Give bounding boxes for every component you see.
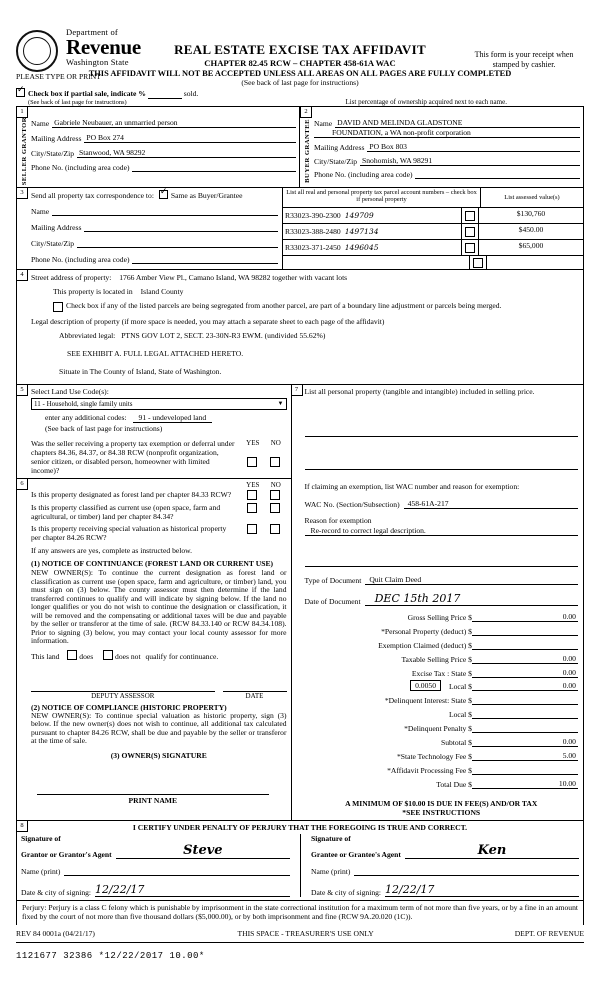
legal-line-2: SEE EXHIBIT A. FULL LEGAL ATTACHED HERETO. [67, 349, 244, 359]
receipt-note: This form is your receipt when stamped by cashier. [474, 50, 574, 69]
section-5-land-use [17, 385, 291, 479]
calc-value[interactable]: 0.00 [472, 612, 578, 622]
section-4-number: 4 [16, 269, 28, 281]
doc-date-row [305, 592, 578, 606]
land-use-code-select[interactable] [31, 398, 287, 410]
seller-phone-value[interactable] [132, 171, 296, 172]
assessed-header: List assessed value(s) [481, 188, 583, 208]
grantor-grantee-block [16, 106, 584, 188]
notice-continuance-heading: (1) NOTICE OF CONTINUANCE (FOREST LAND OR CURRENT USE) [31, 559, 274, 569]
county-label: This property is located in [53, 287, 133, 297]
calc-row [305, 765, 578, 775]
calc-row [305, 723, 578, 733]
type-or-print-label: PLEASE TYPE OR PRINT [16, 72, 101, 81]
assessed-value[interactable]: $130,760 [516, 209, 546, 219]
no-label: NO [270, 439, 281, 448]
excise-rate-value[interactable]: 0.0050 [410, 680, 441, 691]
grantee-sig-label-1: Signature of [311, 834, 351, 844]
section-6-number: 6 [16, 478, 28, 490]
calc-value[interactable] [472, 640, 578, 650]
partial-sale-sub: (See back of last page for instructions) [28, 99, 127, 106]
forest-land-row [31, 490, 287, 500]
wac-row [305, 499, 578, 509]
section-8-certification [16, 821, 584, 901]
same-as-buyer-label: Same as Buyer/Grantee [170, 191, 243, 201]
calc-value[interactable]: 0.00 [472, 654, 578, 664]
exemption-yes-checkbox[interactable] [247, 457, 257, 467]
corr-name-label: Name [31, 207, 50, 217]
section-5-number: 5 [16, 384, 28, 396]
send-correspondence-label: Send all property tax correspondence to: [31, 191, 154, 201]
calc-row [305, 668, 578, 678]
grantor-name-value[interactable] [64, 866, 290, 876]
calc-label: *State Technology Fee $ [396, 752, 472, 762]
parcel-number[interactable]: R33023-371-2450 [285, 243, 341, 253]
corr-mailing-row [31, 222, 278, 232]
notice-compliance-heading: (2) NOTICE OF COMPLIANCE (HISTORIC PROPERTY) [31, 702, 227, 712]
corr-phone-row [31, 254, 278, 264]
seller-phone-label: Phone No. (including area code) [31, 163, 130, 172]
buyer-name-value[interactable]: DAVID AND MELINDA GLADSTONE [335, 118, 580, 128]
yes-no-headers [241, 439, 287, 447]
county-row [31, 287, 579, 296]
grantee-signature-col [300, 834, 579, 897]
assessed-value[interactable]: $65,000 [518, 241, 544, 251]
deputy-date-label: DATE [245, 691, 264, 700]
continuance-qualify-row [31, 650, 287, 661]
calc-value[interactable] [472, 626, 578, 636]
section-1-number: 1 [16, 106, 28, 118]
doc-type-label: Type of Document [304, 576, 362, 586]
section-7-valuation [292, 385, 583, 820]
personal-property-line-1[interactable] [305, 418, 578, 437]
table-row [283, 208, 583, 224]
reason-line-2[interactable] [305, 548, 578, 567]
historic-yes-checkbox[interactable] [247, 524, 257, 534]
correspondence-left [17, 188, 283, 269]
section-6-designations [17, 479, 291, 820]
grantor-date-row [21, 883, 290, 897]
street-address-row [31, 273, 579, 282]
sections-5-6-7 [16, 385, 584, 821]
notice-compliance-text: NEW OWNER(S): To continue special valuation as historic property, sign (3) below. If the new owner(s) does not wish to continue, all additional tax calculated pursuant to chapter 84.26 RCW, shall be due and payable by the seller or transferor at the time of sale. [31, 710, 287, 746]
exemption-question-block [31, 439, 287, 475]
assessed-value[interactable]: $450.00 [518, 225, 544, 235]
seller-mailing-value[interactable]: PO Box 274 [84, 133, 296, 143]
tax-calculation-table [305, 612, 578, 789]
grantee-sig-label-2: Grantee or Grantee's Agent [311, 850, 401, 860]
footer-dept: DEPT. OF REVENUE [514, 928, 584, 938]
reason-value[interactable]: Re-record to correct legal description. [305, 526, 578, 536]
section-7-number: 7 [291, 384, 303, 396]
footer-treasurer-note: THIS SPACE - TREASURER'S USE ONLY [237, 928, 374, 938]
does-not-checkbox[interactable] [103, 650, 113, 660]
legal-line-3: Situate in The County of Island, State of Washington. [59, 367, 222, 377]
segregation-label: Check box if any of the listed parcels are being segregated from another parcel, are part of a boundary line adjustment or parcels being merged. [66, 301, 502, 311]
footer-rev: REV 84 0001a (04/21/17) [16, 928, 95, 938]
grantor-name-row [21, 866, 290, 876]
forest-land-question: Is this property designated as forest land per chapter 84.33 RCW? [31, 490, 232, 500]
current-use-no-checkbox[interactable] [270, 503, 280, 513]
does-checkbox[interactable] [67, 650, 77, 660]
form-notice: THIS AFFIDAVIT WILL NOT BE ACCEPTED UNLESS ALL AREAS ON ALL PAGES ARE FULLY COMPLETED [88, 69, 512, 78]
partial-sale-label: Check box if partial sale, indicate % [28, 89, 146, 98]
calc-value[interactable] [472, 709, 578, 719]
table-row [283, 224, 583, 240]
current-use-row [31, 503, 287, 521]
corr-citystate-row [31, 238, 278, 248]
print-name-label: PRINT NAME [128, 795, 178, 805]
grantee-name-label: Name (print) [311, 867, 351, 877]
department-line2: Revenue [66, 34, 141, 59]
send-correspondence-row [31, 190, 278, 200]
same-as-buyer-checkbox[interactable] [159, 190, 168, 199]
forest-yes-checkbox[interactable] [247, 490, 257, 500]
parcel-header: List all real and personal property tax parcel account numbers – check box if personal property [283, 188, 481, 208]
calc-row [305, 695, 578, 705]
buyer-name-value-2[interactable]: FOUNDATION, a WA non-profit corporation [314, 128, 580, 138]
calc-value[interactable] [472, 723, 578, 733]
state-seal-icon [16, 30, 58, 72]
additional-codes-label: enter any additional codes: [45, 413, 127, 423]
reason-label: Reason for exemption [304, 516, 372, 526]
grantee-date-label: Date & city of signing: [311, 888, 382, 898]
abbrev-legal-label: Abbreviated legal: [59, 331, 116, 341]
calc-label: Subtotal $ [440, 738, 472, 748]
wac-label: WAC No. (Section/Subsection) [304, 500, 400, 510]
corr-name-row [31, 206, 278, 216]
calc-row [305, 612, 578, 622]
partial-sale-block [16, 88, 345, 106]
buyer-phone-value[interactable] [415, 178, 580, 179]
parcel-table [283, 188, 583, 269]
calc-row [305, 737, 578, 747]
section-8-number: 8 [16, 820, 28, 832]
personal-property-line-2[interactable] [305, 451, 578, 470]
seller-citystate-row [31, 148, 296, 158]
seller-citystate-value[interactable]: Stanwood, WA 98292 [77, 148, 296, 158]
deputy-labels-row [31, 692, 287, 700]
calc-label: Local $ [449, 682, 472, 692]
additional-codes-row [45, 413, 287, 422]
grantee-name-row [311, 866, 579, 876]
section-3-tax-correspondence [16, 188, 584, 270]
county-value[interactable]: Island County [140, 287, 184, 297]
calc-label: Taxable Selling Price $ [401, 655, 472, 665]
see-instructions-note: *SEE INSTRUCTIONS [402, 808, 481, 818]
parcel-number[interactable]: R33023-388-2480 [285, 227, 341, 237]
land-use-title: Select Land Use Code(s): [31, 387, 109, 397]
exemption-question: Was the seller receiving a property tax exemption or deferral under chapters 84.36, 84.37, or 84.38 RCW (nonprofit organization, senior citizen, or disabled person, homeowner with limited income)? [31, 439, 235, 476]
doc-date-label: Date of Document [304, 597, 361, 607]
does-label: does [79, 651, 94, 661]
does-not-label: does not [115, 651, 141, 661]
if-any-answers-note: If any answers are yes, complete as instructed below. [31, 546, 193, 556]
form-footer [16, 929, 584, 938]
grantee-sig-row [311, 843, 579, 859]
grantee-date-row [311, 883, 579, 897]
treasurer-stamp: 1121677 32386 *12/22/2017 10.00* [16, 950, 205, 961]
deputy-assessor-row [31, 673, 287, 692]
no-label-2: NO [270, 481, 281, 490]
buyer-phone-row [314, 170, 580, 179]
table-row [283, 240, 583, 256]
grantor-date-value[interactable]: 12/22/17 [95, 883, 290, 897]
left-column [17, 385, 292, 820]
grantor-signature-col [21, 834, 300, 897]
exemption-no-checkbox[interactable] [270, 457, 280, 467]
legal-description-label: Legal description of property (if more space is needed, you may attach a separate sheet to each page of the affidavit) [31, 317, 385, 327]
seller-grantor-side-label: SELLER GRANTOR [20, 117, 28, 186]
current-use-question: Is this property classified as current use (open space, farm and agricultural, or timber) land per chapter 84.34? [31, 503, 221, 522]
doc-type-row [305, 575, 578, 585]
calc-value[interactable]: 5.00 [472, 751, 578, 761]
yes-no-headers-2 [241, 481, 287, 489]
segregation-row [53, 301, 579, 312]
buyer-grantee-side-label: BUYER GRANTEE [303, 119, 311, 184]
section-1-seller-grantor [17, 107, 300, 187]
grantee-signature-value[interactable]: Ken [405, 843, 579, 859]
form-title: REAL ESTATE EXCISE TAX AFFIDAVIT [174, 42, 426, 57]
perjury-block [16, 901, 584, 924]
corr-mailing-label: Mailing Address [31, 223, 82, 233]
notice-continuance-text: NEW OWNER(S): To continue the current designation as forest land or classification as current use (open space, farm and agriculture, or timber) land, you must sign on (3) below. The county assessor must then determine if the land transferred continues to qualify and will indicate by signing below. If the land no longer qualifies or you do not wish to continue the designation or classification, it will be removed and the compensating or additional taxes will be due and payable by the seller or transferor at the time of sale. (RCW 84.33.140 or RCW 84.34.108). Prior to signing (3) below, you may contact your local county assessor for more information. [31, 568, 287, 646]
department-logo [66, 28, 141, 66]
calc-label: Local $ [449, 710, 472, 720]
personal-property-checkbox[interactable] [465, 227, 475, 237]
owner-signature-heading: (3) OWNER(S) SIGNATURE [110, 750, 207, 760]
seller-mailing-label: Mailing Address [31, 134, 82, 143]
historic-question: Is this property receiving special valuation as historical property per chapter 84.26 RCW? [31, 524, 227, 543]
parcel-number[interactable]: R33023-390-2300 [285, 211, 341, 221]
minimum-due-note: A MINIMUM OF $10.00 IS DUE IN FEE(S) AND/OR TAX [345, 799, 538, 809]
buyer-citystate-label: City/State/Zip [314, 157, 358, 166]
calc-label: Total Due $ [436, 780, 472, 790]
department-line1: Department of [66, 27, 118, 37]
form-instructions: (See back of last page for instructions) [241, 78, 359, 87]
section-3-number: 3 [16, 187, 28, 199]
buyer-mailing-value[interactable]: PO Box 803 [367, 142, 580, 152]
calc-value[interactable]: 10.00 [472, 779, 578, 789]
wac-value[interactable]: 458-61A-217 [404, 499, 578, 509]
partial-sale-checkbox[interactable] [16, 88, 25, 97]
forest-no-checkbox[interactable] [270, 490, 280, 500]
segregation-checkbox[interactable] [53, 302, 63, 312]
yes-label: YES [246, 439, 260, 448]
seller-name-label: Name [31, 119, 50, 128]
personal-property-checkbox[interactable] [465, 243, 475, 253]
department-line3: Washington State [66, 56, 129, 67]
doc-date-value[interactable]: DEC 15th 2017 [365, 592, 578, 606]
this-land-label: This land [31, 651, 60, 661]
signature-block [21, 834, 579, 897]
grantor-sig-label-1: Signature of [21, 834, 61, 844]
street-address-value[interactable]: 1766 Amber View Pl., Camano Island, WA 98282 together with vacant lots [119, 273, 348, 283]
section-2-number: 2 [300, 106, 312, 118]
grantee-name-value[interactable] [354, 866, 579, 876]
calc-value[interactable] [472, 765, 578, 775]
grantee-date-value[interactable]: 12/22/17 [385, 883, 579, 897]
land-use-code-value: 11 - Household, single family units [34, 400, 133, 409]
calc-row [305, 626, 578, 636]
calc-label: Exemption Claimed (deduct) $ [378, 641, 472, 651]
historic-row [31, 524, 287, 542]
calc-value[interactable]: 0.00 [472, 737, 578, 747]
parcel-rows [283, 208, 583, 269]
qualify-label: qualify for continuance. [145, 651, 219, 661]
additional-codes-value[interactable]: 91 - undeveloped land [133, 413, 213, 423]
calc-row-total [305, 779, 578, 789]
calc-row [305, 640, 578, 650]
personal-property-checkbox[interactable] [473, 258, 483, 268]
deputy-date-line[interactable] [223, 673, 287, 692]
historic-no-checkbox[interactable] [270, 524, 280, 534]
seller-name-value[interactable]: Gabriele Neubauer, an unmarried person [52, 118, 296, 128]
calc-row [305, 654, 578, 664]
buyer-citystate-value[interactable]: Snohomish, WA 98291 [360, 156, 580, 166]
calc-label: *Delinquent Penalty $ [404, 724, 472, 734]
buyer-mailing-label: Mailing Address [314, 143, 365, 152]
owner-signature-line[interactable] [37, 776, 269, 795]
doc-type-value[interactable]: Quit Claim Deed [365, 575, 578, 585]
buyer-name-label: Name [314, 119, 333, 128]
calc-row-rate [305, 680, 578, 691]
abbrev-legal-row [59, 331, 579, 340]
section-4-property [16, 270, 584, 385]
calc-row [305, 709, 578, 719]
table-row [283, 256, 583, 269]
exemption-claim-label: If claiming an exemption, list WAC number and reason for exemption: [304, 482, 520, 492]
grantor-date-label: Date & city of signing: [21, 888, 92, 898]
land-use-see-back: (See back of last page for instructions) [45, 424, 163, 434]
section-2-buyer-grantee [300, 107, 583, 187]
calc-value[interactable]: 0.00 [472, 668, 578, 678]
grantor-name-label: Name (print) [21, 867, 61, 877]
certify-statement: I CERTIFY UNDER PENALTY OF PERJURY THAT THE FOREGOING IS TRUE AND CORRECT. [132, 823, 468, 833]
calc-value[interactable] [472, 695, 578, 705]
abbrev-legal-value[interactable]: PTNS GOV LOT 2, SECT. 23-30N-R3 EWM. (undivided 55.62%) [121, 331, 326, 341]
seller-mailing-row [31, 133, 296, 143]
calc-label: Excise Tax : State $ [411, 669, 472, 679]
parcel-handwritten: 149709 [344, 211, 374, 221]
chevron-down-icon[interactable]: ▼ [277, 401, 284, 408]
parcel-handwritten: 1496045 [344, 243, 379, 253]
buyer-citystate-row [314, 156, 580, 166]
deputy-assessor-label: DEPUTY ASSESSOR [91, 691, 155, 700]
street-address-label: Street address of property: [31, 273, 112, 283]
buyer-mailing-row [314, 142, 580, 152]
personal-property-label: List all personal property (tangible and intangible) included in selling price. [304, 387, 535, 397]
corr-citystate-label: City/State/Zip [31, 239, 75, 249]
grantor-signature-value[interactable]: Steve [116, 843, 290, 859]
grantor-sig-row [21, 843, 290, 859]
buyer-name-row [314, 118, 580, 128]
parcel-handwritten: 1497134 [344, 227, 379, 237]
calc-label: *Delinquent Interest: State $ [384, 696, 472, 706]
partial-sale-row [16, 88, 584, 106]
form-subtitle: CHAPTER 82.45 RCW – CHAPTER 458-61A WAC [204, 58, 396, 68]
partial-sale-tail: sold. [183, 89, 199, 98]
seller-name-row [31, 118, 296, 128]
buyer-phone-label: Phone No. (including area code) [314, 170, 413, 179]
yes-label-2: YES [246, 481, 260, 490]
perjury-text: Perjury: Perjury is a class C felony which is punishable by imprisonment in the state correctional institution for a maximum term of not more than five years, or by a fine in an amount fixed by the court of not more than five thousand dollars ($5,000.00), or by both imprisonment and fine (RCW 9A.20.020 (1C)). [22, 903, 578, 921]
calc-label: Gross Selling Price $ [407, 613, 472, 623]
personal-property-checkbox[interactable] [465, 211, 475, 221]
grantor-sig-label-2: Grantor or Grantor's Agent [21, 850, 112, 860]
ownership-note: List percentage of ownership acquired next to each name. [345, 98, 507, 106]
calc-label: *Personal Property (deduct) $ [381, 627, 472, 637]
seller-phone-row [31, 163, 296, 172]
calc-row [305, 751, 578, 761]
seller-citystate-label: City/State/Zip [31, 149, 75, 158]
calc-label: *Affidavit Processing Fee $ [387, 766, 472, 776]
deputy-assessor-sig-line[interactable] [31, 673, 215, 692]
corr-phone-label: Phone No. (including area code) [31, 255, 130, 265]
current-use-yes-checkbox[interactable] [247, 503, 257, 513]
calc-value[interactable]: 0.00 [472, 681, 578, 691]
